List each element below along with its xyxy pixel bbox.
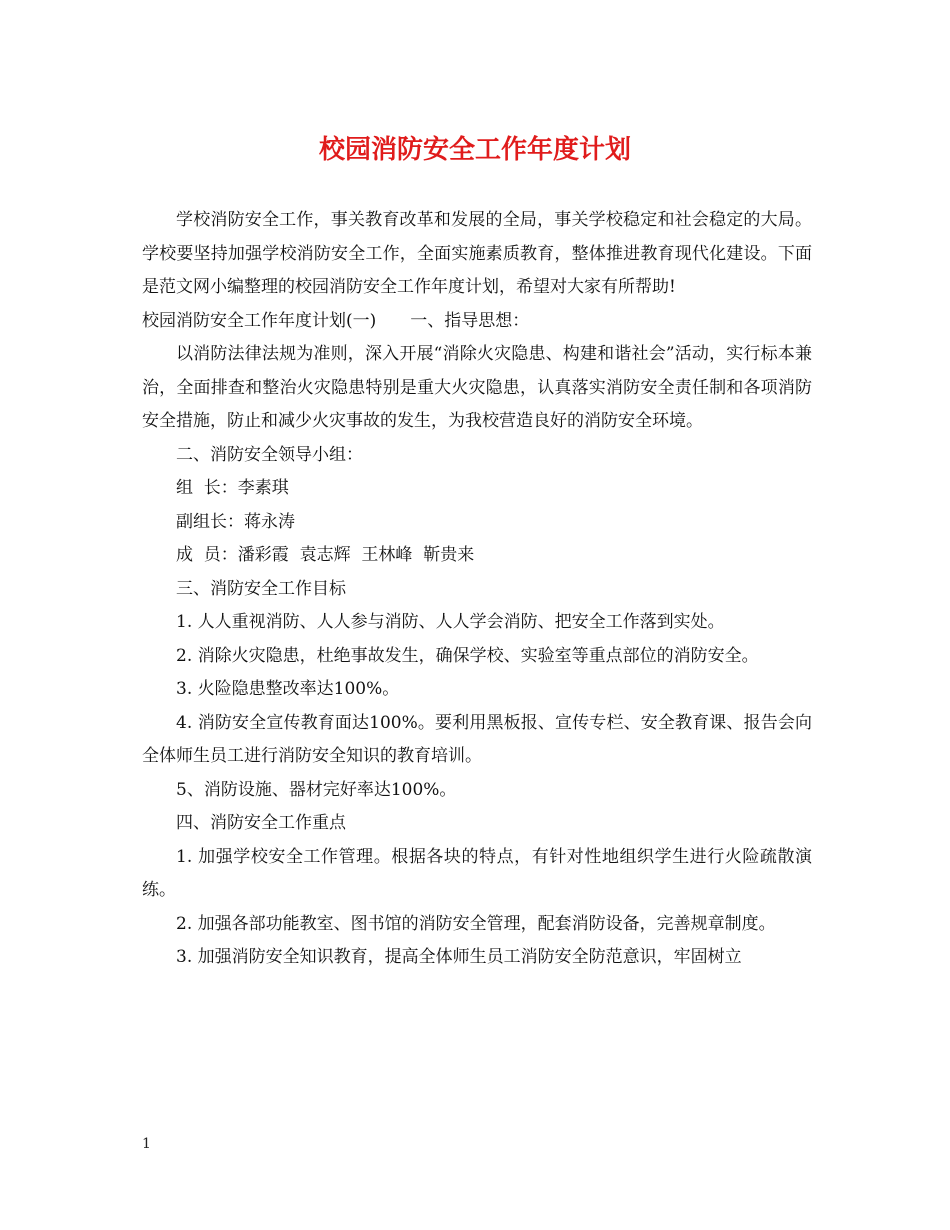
- focus-item-3: 3. 加强消防安全知识教育，提高全体师生员工消防安全防范意识，牢固树立: [176, 947, 742, 967]
- deputy-leader-line: 副组长：蒋永涛: [176, 511, 295, 532]
- section-heading-work-focus: 四、消防安全工作重点: [176, 813, 346, 833]
- plan-heading-guiding-ideology: 校园消防安全工作年度计划(一) 一、指导思想：: [142, 310, 530, 331]
- members-line: 成 员：潘彩霞 袁志辉 王林峰 靳贵来: [176, 545, 475, 565]
- page-number: 1: [142, 1136, 151, 1152]
- leader-line: 组 长：李素琪: [176, 478, 289, 498]
- goal-item-5: 5、消防设施、器材完好率达100%。: [176, 779, 457, 800]
- goal-item-2: 2. 消除火灾隐患，杜绝事故发生，确保学校、实验室等重点部位的消防安全。: [176, 645, 759, 666]
- focus-item-1: 1. 加强学校安全工作管理。根据各块的特点，有针对性地组织学生进行火险疏散演练。: [142, 846, 812, 900]
- focus-item-2: 2. 加强各部功能教室、图书馆的消防安全管理，配套消防设备，完善规章制度。: [176, 913, 776, 934]
- intro-paragraph: 学校消防安全工作，事关教育改革和发展的全局，事关学校稳定和社会稳定的大局。学校要坚持加强学校消防安全工作，全面实施素质教育，整体推进教育现代化建设。下面是范文网小编整理的校园消防安全工作年度计划，希望对大家有所帮助!: [142, 210, 812, 297]
- guiding-ideology-paragraph: 以消防法律法规为准则，深入开展“消除火灾隐患、构建和谐社会”活动，实行标本兼治，全面排查和整治火灾隐患特别是重大火灾隐患，认真落实消防安全责任制和各项消防安全措施，防止和减少火灾事故的发生，为我校营造良好的消防安全环境。: [142, 344, 812, 431]
- goal-item-1: 1. 人人重视消防、人人参与消防、人人学会消防、把安全工作落到实处。: [176, 612, 725, 632]
- section-heading-leadership-group: 二、消防安全领导小组：: [176, 444, 363, 465]
- goal-item-3: 3. 火险隐患整改率达100%。: [176, 679, 400, 699]
- document-body: [142, 204, 812, 975]
- goal-item-4: 4. 消防安全宣传教育面达100%。要利用黑板报、宣传专栏、安全教育课、报告会向全体师生员工进行消防安全知识的教育培训。: [142, 712, 812, 766]
- section-heading-work-goals: 三、消防安全工作目标: [176, 578, 346, 599]
- document-title: 校园消防安全工作年度计划: [318, 135, 631, 165]
